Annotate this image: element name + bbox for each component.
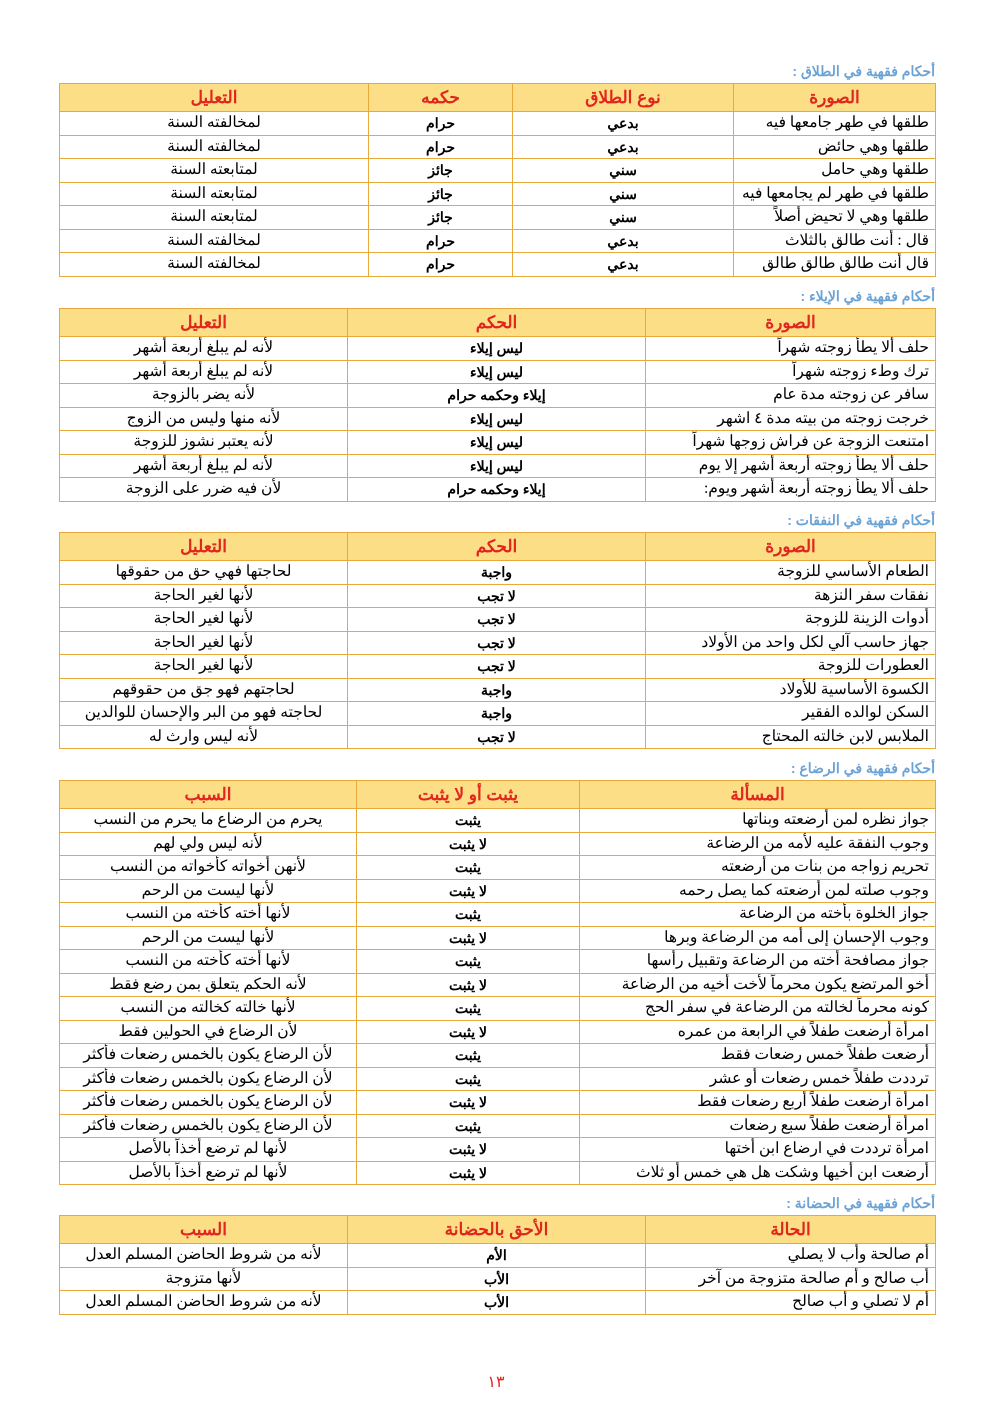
table-row: [60, 973, 936, 997]
table-row: [60, 561, 936, 585]
table-row: [60, 182, 936, 206]
table-cell: لمخالفته السنة: [60, 253, 369, 277]
table-row: [60, 702, 936, 726]
table-cell: لأنه منها وليس من الزوج: [60, 407, 348, 431]
table-cell: لمتابعته السنة: [60, 182, 369, 206]
table-cell: خرجت زوجته من بيته مدة ٤ اشهر: [646, 407, 936, 431]
table-cell: لا تجب: [348, 608, 646, 632]
table-cell: أب صالح و أم صالحة متزوجة من آخر: [646, 1267, 936, 1291]
table-cell: الأب: [348, 1267, 646, 1291]
table-cell: لأنه يضر بالزوجة: [60, 384, 348, 408]
table-row: [60, 631, 936, 655]
table-cell: حرام: [369, 112, 513, 136]
column-header: السبب: [60, 1216, 348, 1244]
table-cell: الأب: [348, 1291, 646, 1315]
table-cell: لأن الرضاع يكون بالخمس رضعات فأكثر: [60, 1044, 357, 1068]
table-row: [60, 950, 936, 974]
table-row: [60, 253, 936, 277]
table-row: [60, 431, 936, 455]
table-header-row: [60, 84, 936, 112]
table-cell: لأنهن أخواته كأخواته من النسب: [60, 856, 357, 880]
column-header: التعليل: [60, 309, 348, 337]
table-cell: يثبت: [357, 903, 580, 927]
table-cell: طلقها في طهر جامعها فيه: [734, 112, 936, 136]
table-row: [60, 337, 936, 361]
table-cell: أدوات الزينة للزوجة: [646, 608, 936, 632]
table-row: [60, 1161, 936, 1185]
table-cell: طلقها في طهر لم يجامعها فيه: [734, 182, 936, 206]
table-cell: ترددت طفلاً خمس رضعات أو عشر: [580, 1067, 936, 1091]
table-row: [60, 1091, 936, 1115]
column-header: الحكم: [348, 309, 646, 337]
column-header: الأحق بالحضانة: [348, 1216, 646, 1244]
table-row: [60, 1138, 936, 1162]
table-cell: لمتابعته السنة: [60, 206, 369, 230]
table-cell: لأنها ليست من الرحم: [60, 879, 357, 903]
table-row: [60, 678, 936, 702]
table-cell: الكسوة الأساسية للأولاد: [646, 678, 936, 702]
column-header: التعليل: [60, 84, 369, 112]
table-cell: يثبت: [357, 1067, 580, 1091]
table-row: [60, 1244, 936, 1268]
table-cell: لمخالفته السنة: [60, 135, 369, 159]
table-cell: لحاجته فهو من البر والإحسان للوالدين: [60, 702, 348, 726]
table-cell: يحرم من الرضاع ما يحرم من النسب: [60, 809, 357, 833]
table-cell: لأنها أخته كأخته من النسب: [60, 950, 357, 974]
table-header-row: [60, 781, 936, 809]
table-row: [60, 926, 936, 950]
table-cell: جواز الخلوة بأخته من الرضاعة: [580, 903, 936, 927]
table-cell: حلف ألا يطأ زوجته شهراً: [646, 337, 936, 361]
table-cell: بدعي: [513, 112, 734, 136]
table-row: [60, 135, 936, 159]
table-cell: لأنها أخته كأخته من النسب: [60, 903, 357, 927]
table-cell: لأنه لم يبلغ أربعة أشهر: [60, 454, 348, 478]
table-cell: واجبة: [348, 678, 646, 702]
table-cell: لا يثبت: [357, 1138, 580, 1162]
table-cell: لمخالفته السنة: [60, 112, 369, 136]
table-cell: الأم: [348, 1244, 646, 1268]
section-title: أحكام فقهية في النفقات :: [787, 512, 935, 528]
table-row: [60, 360, 936, 384]
table-cell: أم صالحة وأب لا يصلي: [646, 1244, 936, 1268]
table-cell: لمخالفته السنة: [60, 229, 369, 253]
table-row: [60, 1114, 936, 1138]
rulings-table: [59, 83, 936, 277]
table-cell: بدعي: [513, 253, 734, 277]
table-cell: أرضعت ابن أخيها وشكت هل هي خمس أو ثلاث: [580, 1161, 936, 1185]
table-cell: لا يثبت: [357, 879, 580, 903]
table-cell: لأنها لغير الحاجة: [60, 608, 348, 632]
table-cell: ليس إيلاء: [348, 337, 646, 361]
table-row: [60, 832, 936, 856]
table-row: [60, 159, 936, 183]
table-cell: لأنه الحكم يتعلق بمن رضع فقط: [60, 973, 357, 997]
table-cell: جهاز حاسب آلي لكل واحد من الأولاد: [646, 631, 936, 655]
table-cell: لأنها لغير الحاجة: [60, 584, 348, 608]
section-title: أحكام فقهية في الإيلاء :: [800, 288, 935, 304]
column-header: حكمه: [369, 84, 513, 112]
table-row: [60, 725, 936, 749]
table-row: [60, 1267, 936, 1291]
table-cell: لا يثبت: [357, 1091, 580, 1115]
table-cell: جائز: [369, 159, 513, 183]
table-row: [60, 478, 936, 502]
section-title: أحكام فقهية في الطلاق :: [792, 63, 935, 79]
table-cell: بدعي: [513, 135, 734, 159]
table-cell: سني: [513, 206, 734, 230]
table-cell: واجبة: [348, 561, 646, 585]
table-cell: الملابس لابن خالته المحتاج: [646, 725, 936, 749]
table-cell: جائز: [369, 206, 513, 230]
table-cell: ليس إيلاء: [348, 407, 646, 431]
table-cell: لا تجب: [348, 655, 646, 679]
table-header-row: [60, 533, 936, 561]
table-cell: قال أنت طالق طالق طالق: [734, 253, 936, 277]
table-cell: لحاجتها فهي حق من حقوقها: [60, 561, 348, 585]
table-row: [60, 608, 936, 632]
rulings-table: [59, 1215, 936, 1315]
table-cell: طلقها وهي لا تحيض أصلاً: [734, 206, 936, 230]
table-row: [60, 454, 936, 478]
table-cell: حلف ألا يطأ زوجته أربعة أشهر إلا يوم: [646, 454, 936, 478]
table-cell: لأنها متزوجة: [60, 1267, 348, 1291]
table-cell: لأنه ليس وارث له: [60, 725, 348, 749]
table-cell: يثبت: [357, 809, 580, 833]
page-number: ١٣: [487, 1372, 505, 1391]
column-header: الحكم: [348, 533, 646, 561]
table-cell: لأن الرضاع يكون بالخمس رضعات فأكثر: [60, 1114, 357, 1138]
table-cell: وجوب الإحسان إلى أمه من الرضاعة وبرها: [580, 926, 936, 950]
table-row: [60, 384, 936, 408]
table-row: [60, 584, 936, 608]
table-cell: لأنه ليس ولي لهم: [60, 832, 357, 856]
table-cell: لا يثبت: [357, 1020, 580, 1044]
table-cell: السكن لوالده الفقير: [646, 702, 936, 726]
table-cell: امرأة أرضعت طفلاً أربع رضعات فقط: [580, 1091, 936, 1115]
table-cell: امرأة ترددت في ارضاع ابن أختها: [580, 1138, 936, 1162]
column-header: الصورة: [734, 84, 936, 112]
table-cell: يثبت: [357, 1114, 580, 1138]
table-cell: لأنها لم ترضع أخذاً بالأصل: [60, 1161, 357, 1185]
table-cell: لا يثبت: [357, 1161, 580, 1185]
column-header: نوع الطلاق: [513, 84, 734, 112]
table-cell: لأنه من شروط الحاضن المسلم العدل: [60, 1291, 348, 1315]
table-row: [60, 997, 936, 1021]
table-cell: لا يثبت: [357, 926, 580, 950]
rulings-table: [59, 532, 936, 749]
section-title: أحكام فقهية في الحضانة :: [786, 1195, 935, 1211]
column-header: السبب: [60, 781, 357, 809]
table-cell: لأن الرضاع في الحولين فقط: [60, 1020, 357, 1044]
table-cell: لأن فيه ضرر على الزوجة: [60, 478, 348, 502]
table-cell: لأنها لم ترضع أخذاً بالأصل: [60, 1138, 357, 1162]
table-cell: ليس إيلاء: [348, 454, 646, 478]
table-cell: جواز نظره لمن أرضعته وبناتها: [580, 809, 936, 833]
column-header: يثبت أو لا يثبت: [357, 781, 580, 809]
table-cell: لحاجتهم فهو جق من حقوقهم: [60, 678, 348, 702]
table-cell: ليس إيلاء: [348, 431, 646, 455]
table-cell: لأنها لغير الحاجة: [60, 655, 348, 679]
table-cell: امرأة أرضعت طفلاً في الرابعة من عمره: [580, 1020, 936, 1044]
table-row: [60, 1067, 936, 1091]
table-row: [60, 903, 936, 927]
table-row: [60, 407, 936, 431]
table-cell: قال : أنت طالق بالثلاث: [734, 229, 936, 253]
table-cell: نفقات سفر النزهة: [646, 584, 936, 608]
table-cell: واجبة: [348, 702, 646, 726]
table-cell: جائز: [369, 182, 513, 206]
rulings-table: [59, 308, 936, 502]
table-row: [60, 1020, 936, 1044]
table-cell: امتنعت الزوجة عن فراش زوجها شهراً: [646, 431, 936, 455]
table-cell: أخو المرتضع يكون محرماً لأخت أخيه من الرضاعة: [580, 973, 936, 997]
table-cell: لمتابعته السنة: [60, 159, 369, 183]
table-cell: لأنه يعتبر نشوز للزوجة: [60, 431, 348, 455]
table-cell: سافر عن زوجته مدة عام: [646, 384, 936, 408]
table-cell: لا تجب: [348, 725, 646, 749]
table-cell: يثبت: [357, 856, 580, 880]
table-cell: وجوب النفقة عليه لأمه من الرضاعة: [580, 832, 936, 856]
table-cell: لأنه لم يبلغ أربعة أشهر: [60, 337, 348, 361]
table-cell: لأنه من شروط الحاضن المسلم العدل: [60, 1244, 348, 1268]
table-cell: سني: [513, 159, 734, 183]
table-cell: حلف ألا يطأ زوجته أربعة أشهر ويوم:: [646, 478, 936, 502]
table-cell: لأن الرضاع يكون بالخمس رضعات فأكثر: [60, 1067, 357, 1091]
rulings-table: [59, 780, 936, 1185]
table-cell: لأن الرضاع يكون بالخمس رضعات فأكثر: [60, 1091, 357, 1115]
table-cell: حرام: [369, 135, 513, 159]
table-header-row: [60, 309, 936, 337]
table-header-row: [60, 1216, 936, 1244]
table-cell: يثبت: [357, 1044, 580, 1068]
table-cell: إيلاء وحكمه حرام: [348, 478, 646, 502]
table-row: [60, 655, 936, 679]
table-cell: سني: [513, 182, 734, 206]
column-header: الصورة: [646, 533, 936, 561]
table-cell: ليس إيلاء: [348, 360, 646, 384]
table-cell: لا تجب: [348, 584, 646, 608]
table-cell: لا تجب: [348, 631, 646, 655]
table-cell: بدعي: [513, 229, 734, 253]
column-header: الصورة: [646, 309, 936, 337]
table-cell: لأنها خالته كخالته من النسب: [60, 997, 357, 1021]
table-cell: الطعام الأساسي للزوجة: [646, 561, 936, 585]
table-cell: لأنها لغير الحاجة: [60, 631, 348, 655]
table-row: [60, 1044, 936, 1068]
table-cell: العطورات للزوجة: [646, 655, 936, 679]
section-title: أحكام فقهية في الرضاع :: [790, 760, 935, 776]
table-cell: جواز مصافحة أخته من الرضاعة وتقبيل رأسها: [580, 950, 936, 974]
table-cell: تحريم زواجه من بنات من أرضعته: [580, 856, 936, 880]
table-cell: لا يثبت: [357, 973, 580, 997]
table-cell: وجوب صلته لمن أرضعته كما يصل رحمه: [580, 879, 936, 903]
table-cell: إيلاء وحكمه حرام: [348, 384, 646, 408]
table-row: [60, 879, 936, 903]
column-header: الحالة: [646, 1216, 936, 1244]
table-row: [60, 856, 936, 880]
table-cell: امرأة أرضعت طفلاً سبع رضعات: [580, 1114, 936, 1138]
table-row: [60, 229, 936, 253]
table-cell: أم لا تصلي و أب صالح: [646, 1291, 936, 1315]
table-cell: لأنه لم يبلغ أربعة أشهر: [60, 360, 348, 384]
table-cell: حرام: [369, 229, 513, 253]
table-cell: كونه محرماً لخالته من الرضاعة في سفر الحج: [580, 997, 936, 1021]
table-cell: طلقها وهي حامل: [734, 159, 936, 183]
table-cell: لا يثبت: [357, 832, 580, 856]
table-cell: أرضعت طفلاً خمس رضعات فقط: [580, 1044, 936, 1068]
table-cell: يثبت: [357, 950, 580, 974]
table-cell: لأنها ليست من الرحم: [60, 926, 357, 950]
table-row: [60, 1291, 936, 1315]
table-row: [60, 112, 936, 136]
table-cell: حرام: [369, 253, 513, 277]
table-cell: يثبت: [357, 997, 580, 1021]
column-header: المسألة: [580, 781, 936, 809]
table-row: [60, 809, 936, 833]
table-cell: طلقها وهي حائض: [734, 135, 936, 159]
table-row: [60, 206, 936, 230]
column-header: التعليل: [60, 533, 348, 561]
table-cell: ترك وطء زوجته شهراً: [646, 360, 936, 384]
